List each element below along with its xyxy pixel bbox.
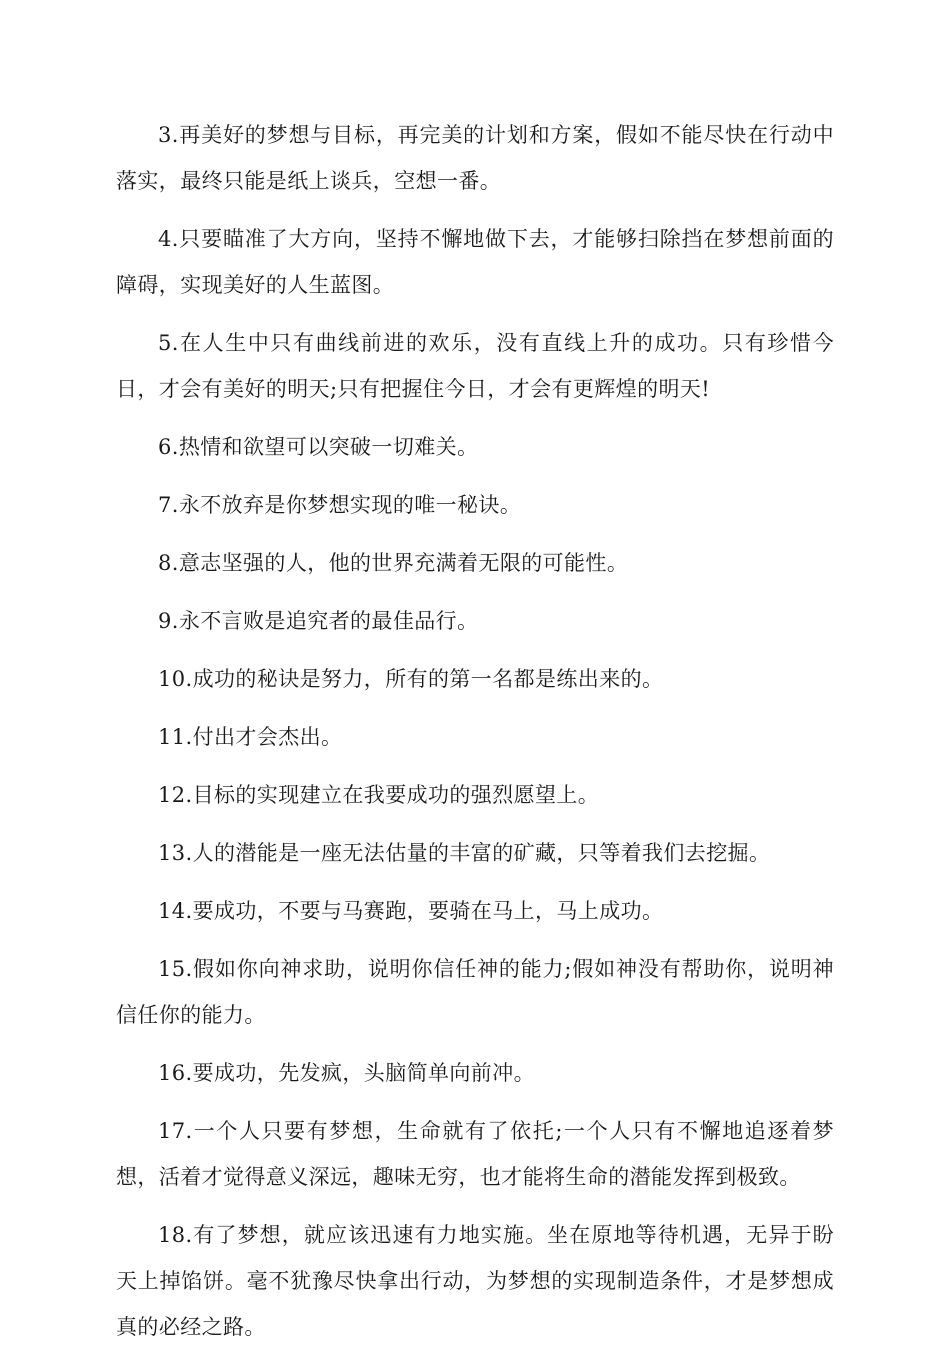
paragraph-item-18: 18.有了梦想，就应该迅速有力地实施。坐在原地等待机遇，无异于盼天上掉馅饼。毫不犹豫尽快拿出行动，为梦想的实现制造条件，才是梦想成真的必经之路。	[116, 1223, 834, 1339]
paragraph-item-16: 16.要成功，先发疯，头脑简单向前冲。	[158, 1061, 535, 1085]
paragraph-item-15: 15.假如你向神求助，说明你信任神的能力;假如神没有帮助你，说明神信任你的能力。	[116, 957, 834, 1027]
paragraph-item-4: 4.只要瞄准了大方向，坚持不懈地做下去，才能够扫除挡在梦想前面的障碍，实现美好的人生蓝图。	[116, 227, 834, 297]
paragraph-item-3: 3.再美好的梦想与目标，再完美的计划和方案，假如不能尽快在行动中落实，最终只能是纸上谈兵，空想一番。	[116, 123, 834, 193]
paragraph-item-5: 5.在人生中只有曲线前进的欢乐，没有直线上升的成功。只有珍惜今日，才会有美好的明天;只有把握住今日，才会有更辉煌的明天!	[116, 331, 834, 401]
document-page	[116, 112, 834, 1362]
paragraph-item-9: 9.永不言败是追究者的最佳品行。	[158, 609, 479, 633]
paragraph-item-12: 12.目标的实现建立在我要成功的强烈愿望上。	[158, 783, 600, 807]
paragraph-item-6: 6.热情和欲望可以突破一切难关。	[158, 435, 479, 459]
paragraph-item-14: 14.要成功，不要与马赛跑，要骑在马上，马上成功。	[158, 899, 664, 923]
paragraph-item-10: 10.成功的秘诀是努力，所有的第一名都是练出来的。	[158, 667, 664, 691]
paragraph-item-13: 13.人的潜能是一座无法估量的丰富的矿藏，只等着我们去挖掘。	[158, 841, 771, 865]
paragraph-item-11: 11.付出才会杰出。	[158, 725, 343, 749]
paragraph-item-7: 7.永不放弃是你梦想实现的唯一秘诀。	[158, 493, 522, 517]
paragraph-item-17: 17.一个人只要有梦想，生命就有了依托;一个人只有不懈地追逐着梦想，活着才觉得意义深远，趣味无穷，也才能将生命的潜能发挥到极致。	[116, 1119, 834, 1189]
paragraph-item-8: 8.意志坚强的人，他的世界充满着无限的可能性。	[158, 551, 629, 575]
